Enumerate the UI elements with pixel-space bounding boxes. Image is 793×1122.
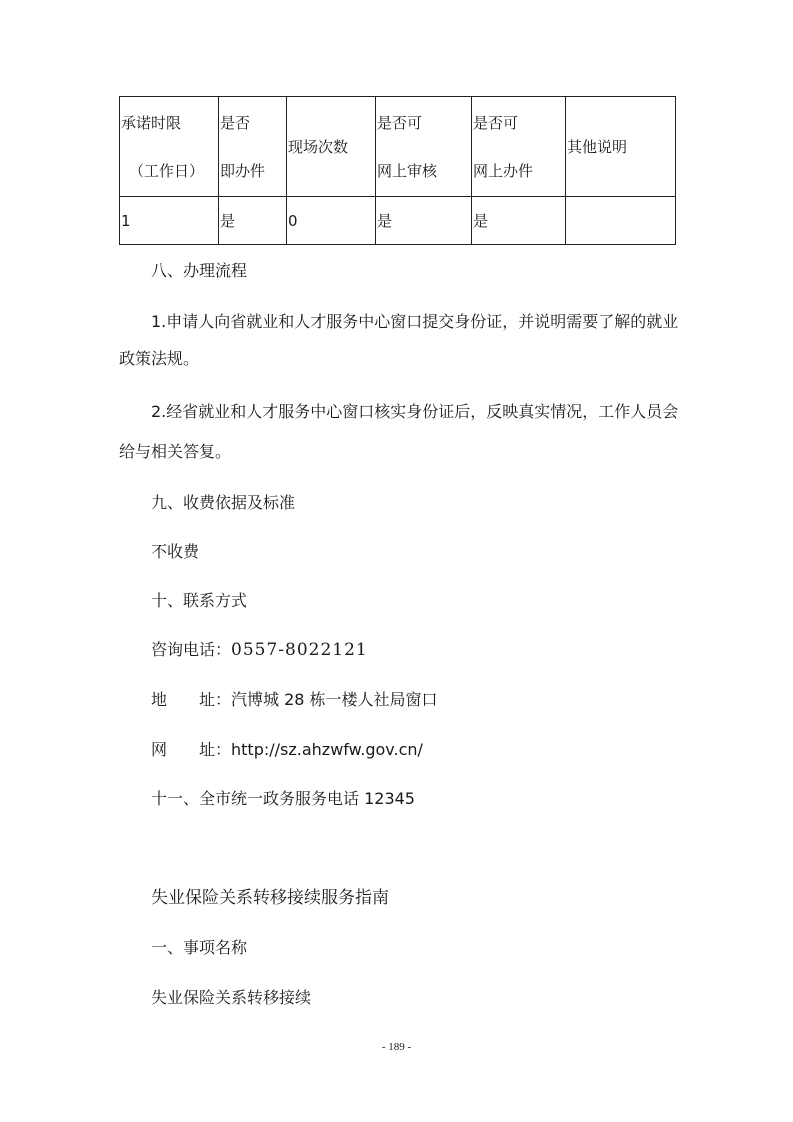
- page-number: - 189 -: [381, 1041, 412, 1053]
- service-info-table: [119, 96, 676, 245]
- guide-title: 失业保险关系转移接续服务指南: [151, 888, 389, 908]
- fee-text: 不收费: [151, 542, 200, 561]
- section-9-title: 九、收费依据及标准: [151, 493, 296, 512]
- header-text: （工作日）: [129, 161, 205, 180]
- header-text: 是否可: [377, 113, 423, 132]
- phone-value: 0557-8022121: [231, 640, 368, 660]
- address-value: 汽博城 28 栋一楼人社局窗口: [231, 690, 438, 709]
- header-text: 即办件: [220, 161, 266, 180]
- header-text: 其他说明: [567, 137, 628, 156]
- header-cell-online-handle: [472, 97, 566, 197]
- website-link[interactable]: http://sz.ahzwfw.gov.cn/: [231, 740, 423, 759]
- step-2-line-1: 2.经省就业和人才服务中心窗口核实身份证后，反映真实情况，工作人员会: [151, 402, 679, 421]
- section-8-title: 八、办理流程: [151, 261, 248, 280]
- cell-visits: 0: [287, 197, 376, 245]
- hotline-line: 十一、全市统一政务服务电话 12345: [151, 789, 415, 808]
- cell-online-handle: 是: [472, 197, 566, 245]
- header-text: 现场次数: [288, 137, 349, 156]
- header-cell-time-limit: [120, 97, 219, 197]
- cell-notes: [566, 197, 676, 245]
- address-line: [151, 688, 438, 712]
- table-row: [120, 197, 676, 245]
- header-text: 网上办件: [473, 161, 534, 180]
- section-10-title: 十、联系方式: [151, 591, 248, 610]
- table-header-row: [120, 97, 676, 197]
- address-label: 地 址：: [151, 690, 232, 709]
- phone-label: 咨询电话：: [151, 640, 232, 659]
- cell-online-review: 是: [376, 197, 472, 245]
- header-cell-online-review: [376, 97, 472, 197]
- cell-time-limit: 1: [120, 197, 219, 245]
- website-label: 网 址：: [151, 740, 232, 759]
- header-text: 是否可: [473, 113, 519, 132]
- header-text: 承诺时限: [121, 113, 182, 132]
- step-1-line-1: 1.申请人向省就业和人才服务中心窗口提交身份证，并说明需要了解的就业: [151, 312, 679, 331]
- phone-line: [151, 638, 368, 662]
- header-cell-instant: [219, 97, 287, 197]
- header-cell-visits: [287, 97, 376, 197]
- header-text: 网上审核: [377, 161, 438, 180]
- cell-instant: 是: [219, 197, 287, 245]
- section-1-title: 一、事项名称: [151, 938, 248, 957]
- website-line: [151, 738, 423, 762]
- step-2-line-2: 给与相关答复。: [119, 442, 232, 461]
- step-1-line-2: 政策法规。: [119, 349, 200, 368]
- item-name: 失业保险关系转移接续: [151, 988, 312, 1007]
- header-text: 是否: [220, 113, 251, 132]
- header-cell-notes: [566, 97, 676, 197]
